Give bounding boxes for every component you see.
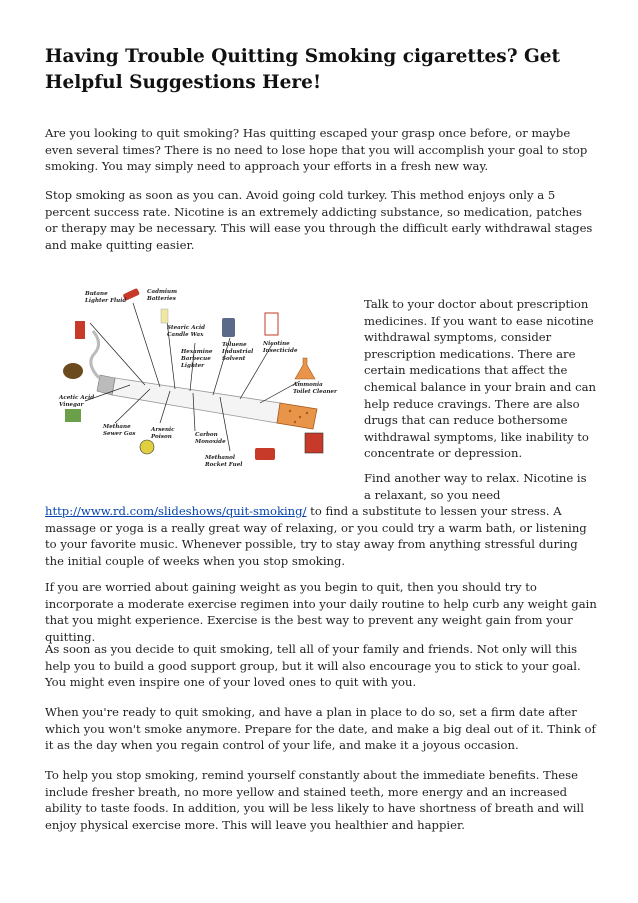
- label-nicotine: Nicotine: [263, 341, 290, 347]
- label-methane: Methane: [103, 424, 131, 430]
- lighter-icon: [75, 321, 85, 339]
- skull-icon: [140, 440, 154, 454]
- label-sewer-gas: Sewer Gas: [103, 431, 136, 437]
- label-acetic-acid: Acetic Acid: [59, 395, 95, 401]
- toilet-cleaner-icon: [305, 433, 323, 453]
- label-rocket-fuel: Rocket Fuel: [205, 462, 243, 468]
- flask-icon: [295, 358, 315, 379]
- label-monoxide: Monoxide: [195, 439, 226, 445]
- label-lighter-fluid: Lighter Fluid: [85, 298, 127, 304]
- paragraph-weight: If you are worried about gaining weight as you begin to quit, then you should try to incorporate a moderate exercise regimen into your daily routine to help curb any weight gain that you might experience. Exercise is the best way to prevent any weight gain from your quitting.: [45, 580, 597, 644]
- fuel-can-icon: [255, 448, 275, 460]
- label-stearic-acid: Stearic Acid: [167, 325, 206, 331]
- cigarette-chemicals-figure: [55, 283, 350, 483]
- label-arsenic: Arsenic: [151, 427, 175, 433]
- label-vinegar: Vinegar: [59, 402, 84, 408]
- label-hexamine: Hexamine: [181, 349, 213, 355]
- label-insecticide: Insecticide: [263, 348, 298, 354]
- label-toluene: Toluene: [222, 342, 247, 348]
- paragraph-tell-family: As soon as you decide to quit smoking, tell all of your family and friends. Not only will this help you to build a good support group, but it will also encourage you to stick to your goal. You might even inspire one of your loved ones to quit with you.: [45, 642, 581, 690]
- paragraph-intro: Are you looking to quit smoking? Has quitting escaped your grasp once before, or maybe even several times? There is no need to lose hope that you will accomplish your goal to stop smoking. You may simply need to approach your efforts in a fresh new way.: [45, 126, 588, 174]
- label-toilet-cleaner: Toilet Cleaner: [293, 389, 337, 395]
- paragraph-relax: [45, 503, 597, 569]
- label-candle-wax: Candle Wax: [167, 332, 204, 338]
- vinegar-bottle-icon: [65, 409, 81, 422]
- insecticide-icon: [265, 313, 278, 335]
- paragraph-stop-now: Stop smoking as soon as you can. Avoid going cold turkey. This method enjoys only a 5 percent success rate. Nicotine is an extremely addicting substance, so medication, patches or therapy may be necessary. This will ease you through the difficult early withdrawal stages and make quitting easier.: [45, 188, 593, 252]
- label-poison: Poison: [151, 434, 172, 440]
- paragraph-quit-date: When you're ready to quit smoking, and have a plan in place to do so, set a firm date after which you won't smoke anymore. Prepare for the date, and make a big deal out of it. Think of it as the day when you regain control of your life, and make it a joyous occasion.: [45, 705, 596, 753]
- label-batteries: Batteries: [147, 296, 176, 302]
- label-industrial: Industrial: [222, 349, 254, 355]
- label-barbecue: Barbecue: [181, 356, 211, 362]
- paragraph-relax-intro: Find another way to relax. Nicotine is a relaxant, so you need: [364, 471, 587, 502]
- label-lighter: Lighter: [181, 363, 205, 369]
- paragraph-benefits: To help you stop smoking, remind yourself constantly about the immediate benefits. These include fresher breath, no more yellow and stained teeth, more energy and an increased ability to taste foods. In addition, you will be less likely to have shortness of breath and will enjoy physical exercise more. This will leave you healthier and happier.: [45, 768, 584, 832]
- label-butane: Butane: [85, 291, 108, 297]
- page-title: Having Trouble Quitting Smoking cigarettes? Get Helpful Suggestions Here!: [45, 46, 561, 93]
- label-carbon: Carbon: [195, 432, 218, 438]
- label-solvent: Solvent: [222, 356, 246, 362]
- quit-smoking-link[interactable]: http://www.rd.com/slideshows/quit-smoking/: [45, 504, 307, 518]
- label-ammonia: Ammonia: [293, 382, 323, 388]
- barbecue-icon: [63, 363, 83, 379]
- paragraph-doctor: Talk to your doctor about prescription medicines. If you want to ease nicotine withdrawal symptoms, consider prescription medications. There are certain medications that affect the chemical balance in your brain and can help reduce cravings. There are also drugs that can reduce bothersome withdrawal symptoms, like inability to concentrate or depression.: [364, 297, 596, 461]
- paragraph-relax-text: to find a substitute to lessen your stress. A massage or yoga is a really great way of relaxing, or you could try a warm bath, or listening to your favorite music. Whenever possible, try to stay away from anything stressful during the initial couple of weeks when you stop smoking.: [45, 504, 587, 568]
- solvent-can-icon: [222, 318, 235, 337]
- label-cadmium: Cadmium: [147, 289, 178, 295]
- candle-icon: [161, 309, 168, 323]
- label-methanol: Methanol: [205, 455, 235, 461]
